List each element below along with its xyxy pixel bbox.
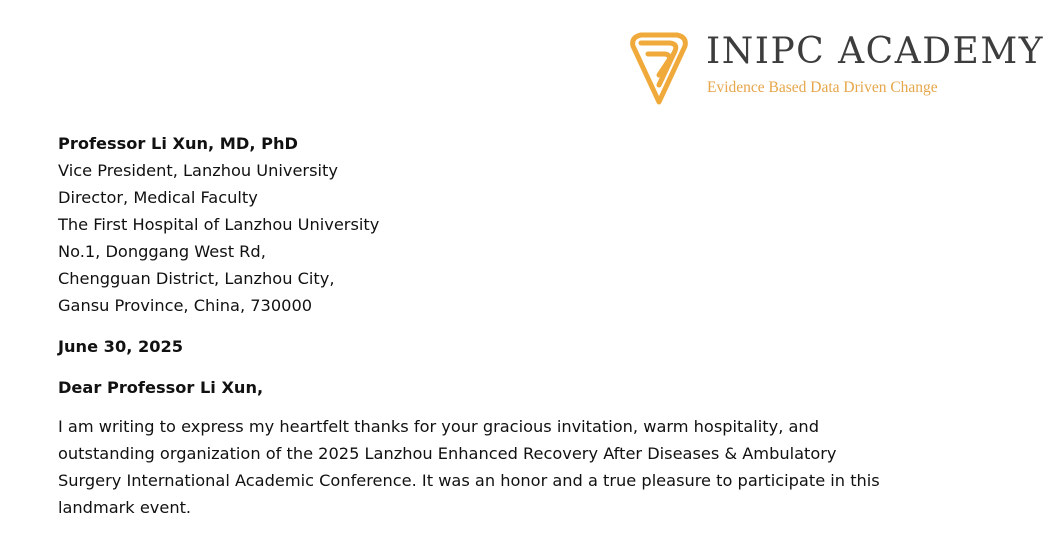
letter-date: June 30, 2025 bbox=[58, 337, 184, 356]
letter-body bbox=[58, 130, 958, 521]
inipc-logo-mark-icon bbox=[628, 30, 690, 106]
academy-logo bbox=[628, 30, 1044, 110]
recipient-address-line: Gansu Province, China, 730000 bbox=[58, 296, 313, 315]
recipient-name: Professor Li Xun, MD, PhD bbox=[58, 134, 298, 153]
recipient-title-line: Vice President, Lanzhou University bbox=[58, 161, 338, 180]
paragraph-line: outstanding organization of the 2025 Lanzhou Enhanced Recovery After Diseases & Ambulatory bbox=[58, 444, 837, 463]
recipient-title-line: Director, Medical Faculty bbox=[58, 188, 258, 207]
recipient-address-line: The First Hospital of Lanzhou University bbox=[58, 215, 380, 234]
recipient-address-line: Chengguan District, Lanzhou City, bbox=[58, 269, 335, 288]
paragraph-line: landmark event. bbox=[58, 498, 192, 517]
logo-tagline: Evidence Based Data Driven Change bbox=[707, 79, 938, 96]
letter-paragraph bbox=[58, 413, 958, 521]
paragraph-line: I am writing to express my heartfelt thanks for your gracious invitation, warm hospitality, and bbox=[58, 417, 819, 436]
recipient-address-block bbox=[58, 130, 958, 319]
recipient-address-line: No.1, Donggang West Rd, bbox=[58, 242, 266, 261]
logo-title: INIPC ACADEMY bbox=[706, 31, 1044, 72]
letter-salutation: Dear Professor Li Xun, bbox=[58, 378, 264, 397]
paragraph-line: Surgery International Academic Conference. It was an honor and a true pleasure to participate in this bbox=[58, 471, 880, 490]
